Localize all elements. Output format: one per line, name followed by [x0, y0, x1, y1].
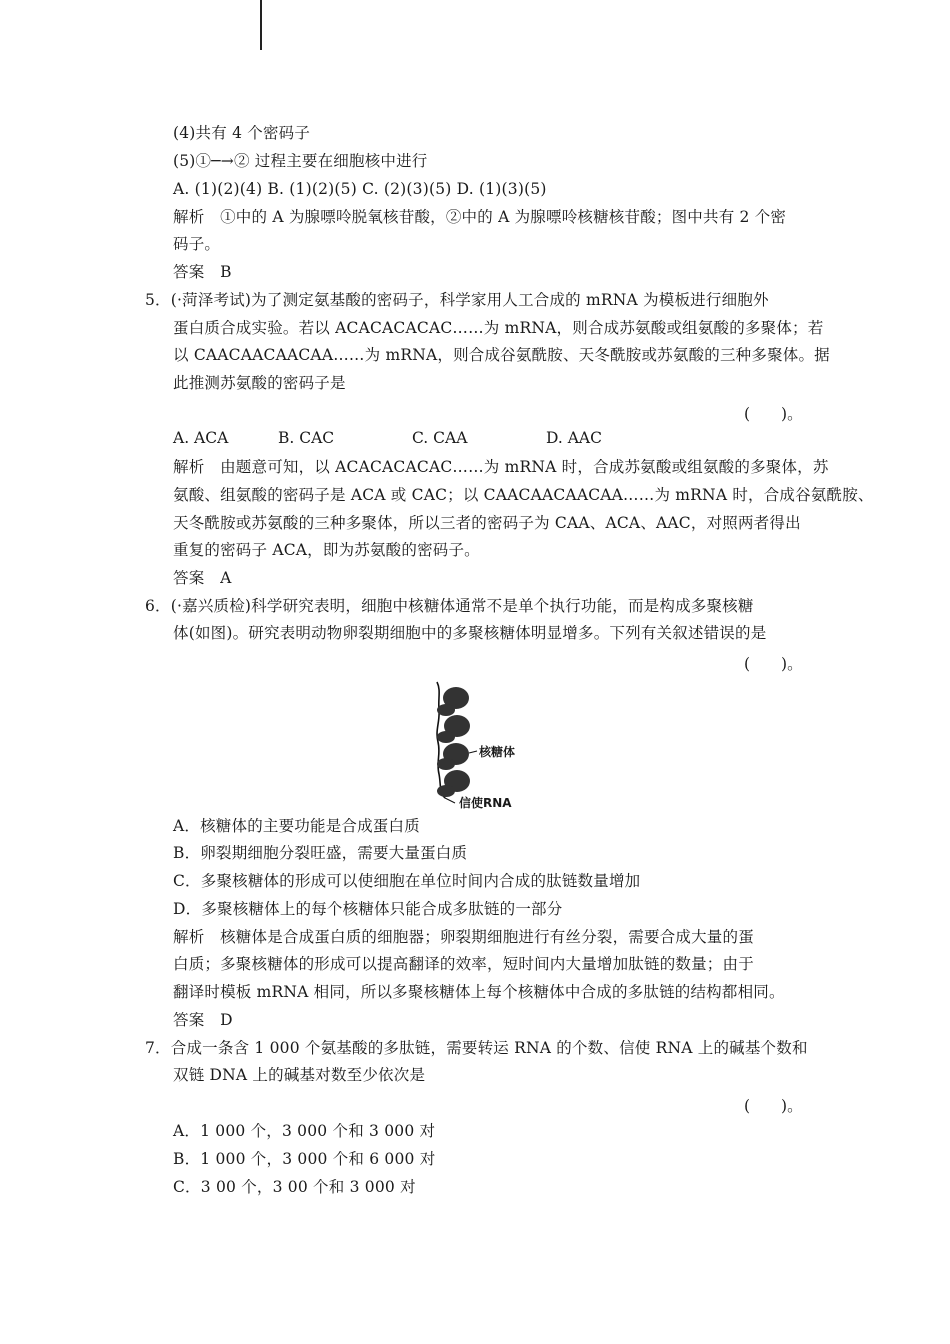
q7-option-c: C．3 00 个，3 00 个和 3 000 对 [173, 1178, 416, 1196]
ribosome-label: 核糖体 [479, 745, 516, 759]
q7-stem-line-2: 双链 DNA 上的碱基对数至少依次是 [173, 1066, 426, 1084]
q5-stem-line-2: 蛋白质合成实验。若以 ACACACACAC……为 mRNA，则合成苏氨酸或组氨酸的多聚体；若 [173, 319, 824, 337]
q6-analysis-line-1: 解析 核糖体是合成蛋白质的细胞器；卵裂期细胞进行有丝分裂，需要合成大量的蛋 [173, 928, 754, 946]
q6-option-c: C．多聚核糖体的形成可以使细胞在单位时间内合成的肽链数量增加 [173, 872, 641, 890]
q5-option-d: D. AAC [546, 429, 602, 447]
q7-option-b: B．1 000 个，3 000 个和 6 000 对 [173, 1150, 436, 1168]
q5-stem-line-3: 以 CAACAACAACAA……为 mRNA，则合成谷氨酰胺、天冬酰胺或苏氨酸的三种多聚体。据 [173, 346, 830, 364]
q5-stem-line-1: 5．(·菏泽考试)为了测定氨基酸的密码子，科学家用人工合成的 mRNA 为模板进行细胞外 [145, 291, 769, 309]
q7-option-a: A．1 000 个，3 000 个和 3 000 对 [173, 1122, 436, 1140]
q5-stem-line-4: 此推测苏氨酸的密码子是 [173, 374, 346, 392]
prev-answer: 答案 B [173, 263, 232, 281]
q5-option-a: A. ACA [173, 429, 229, 447]
q6-option-a: A．核糖体的主要功能是合成蛋白质 [173, 817, 420, 835]
prev-analysis-line-2: 码子。 [173, 235, 221, 253]
q6-analysis-line-3: 翻译时模板 mRNA 相同，所以多聚核糖体上每个核糖体中合成的多肽链的结构都相同。 [173, 983, 785, 1001]
q5-answer: 答案 A [173, 569, 232, 587]
q5-analysis-line-2: 氨酸、组氨酸的密码子是 ACA 或 CAC；以 CAACAACAACAA……为 mRNA 时，合成谷氨酰胺、 [173, 486, 874, 504]
q6-analysis-line-2: 白质；多聚核糖体的形成可以提高翻译的效率，短时间内大量增加肽链的数量；由于 [173, 955, 754, 973]
margin-rule [260, 0, 262, 50]
q6-answer: 答案 D [173, 1011, 233, 1029]
q6-option-d: D．多聚核糖体上的每个核糖体只能合成多肽链的一部分 [173, 900, 563, 918]
q7-answer-blank: ( )。 [744, 1097, 803, 1115]
q5-analysis-line-1: 解析 由题意可知，以 ACACACACAC……为 mRNA 时，合成苏氨酸或组氨酸的多聚体，苏 [173, 458, 829, 476]
q6-stem-line-1: 6．(·嘉兴质检)科学研究表明，细胞中核糖体通常不是单个执行功能，而是构成多聚核糖 [145, 597, 754, 615]
q5-analysis-line-4: 重复的密码子 ACA，即为苏氨酸的密码子。 [173, 541, 480, 559]
q6-answer-blank: ( )。 [744, 655, 803, 673]
mrna-label: 信使RNA [459, 796, 512, 810]
q6-option-b: B．卵裂期细胞分裂旺盛，需要大量蛋白质 [173, 844, 468, 862]
prev-options: A. (1)(2)(4) B. (1)(2)(5) C. (2)(3)(5) D. (1)(3)(5) [173, 180, 547, 198]
q5-option-c: C. CAA [412, 429, 468, 447]
q5-analysis-line-3: 天冬酰胺或苏氨酸的三种多聚体，所以三者的密码子为 CAA、ACA、AAC，对照两者得出 [173, 514, 801, 532]
q5-option-b: B. CAC [278, 429, 335, 447]
q7-stem-line-1: 7．合成一条含 1 000 个氨基酸的多肽链，需要转运 RNA 的个数、信使 RNA 上的碱基个数和 [145, 1039, 808, 1057]
polyribosome-figure [425, 680, 535, 810]
prev-analysis-line-1: 解析 ①中的 A 为腺嘌呤脱氧核苷酸，②中的 A 为腺嘌呤核糖核苷酸；图中共有 2 个密 [173, 208, 787, 226]
prev-item-5: (5)①─→② 过程主要在细胞核中进行 [173, 152, 428, 170]
prev-item-4: (4)共有 4 个密码子 [173, 124, 311, 142]
q6-stem-line-2: 体(如图)。研究表明动物卵裂期细胞中的多聚核糖体明显增多。下列有关叙述错误的是 [173, 624, 767, 642]
q5-answer-blank: ( )。 [744, 405, 803, 423]
